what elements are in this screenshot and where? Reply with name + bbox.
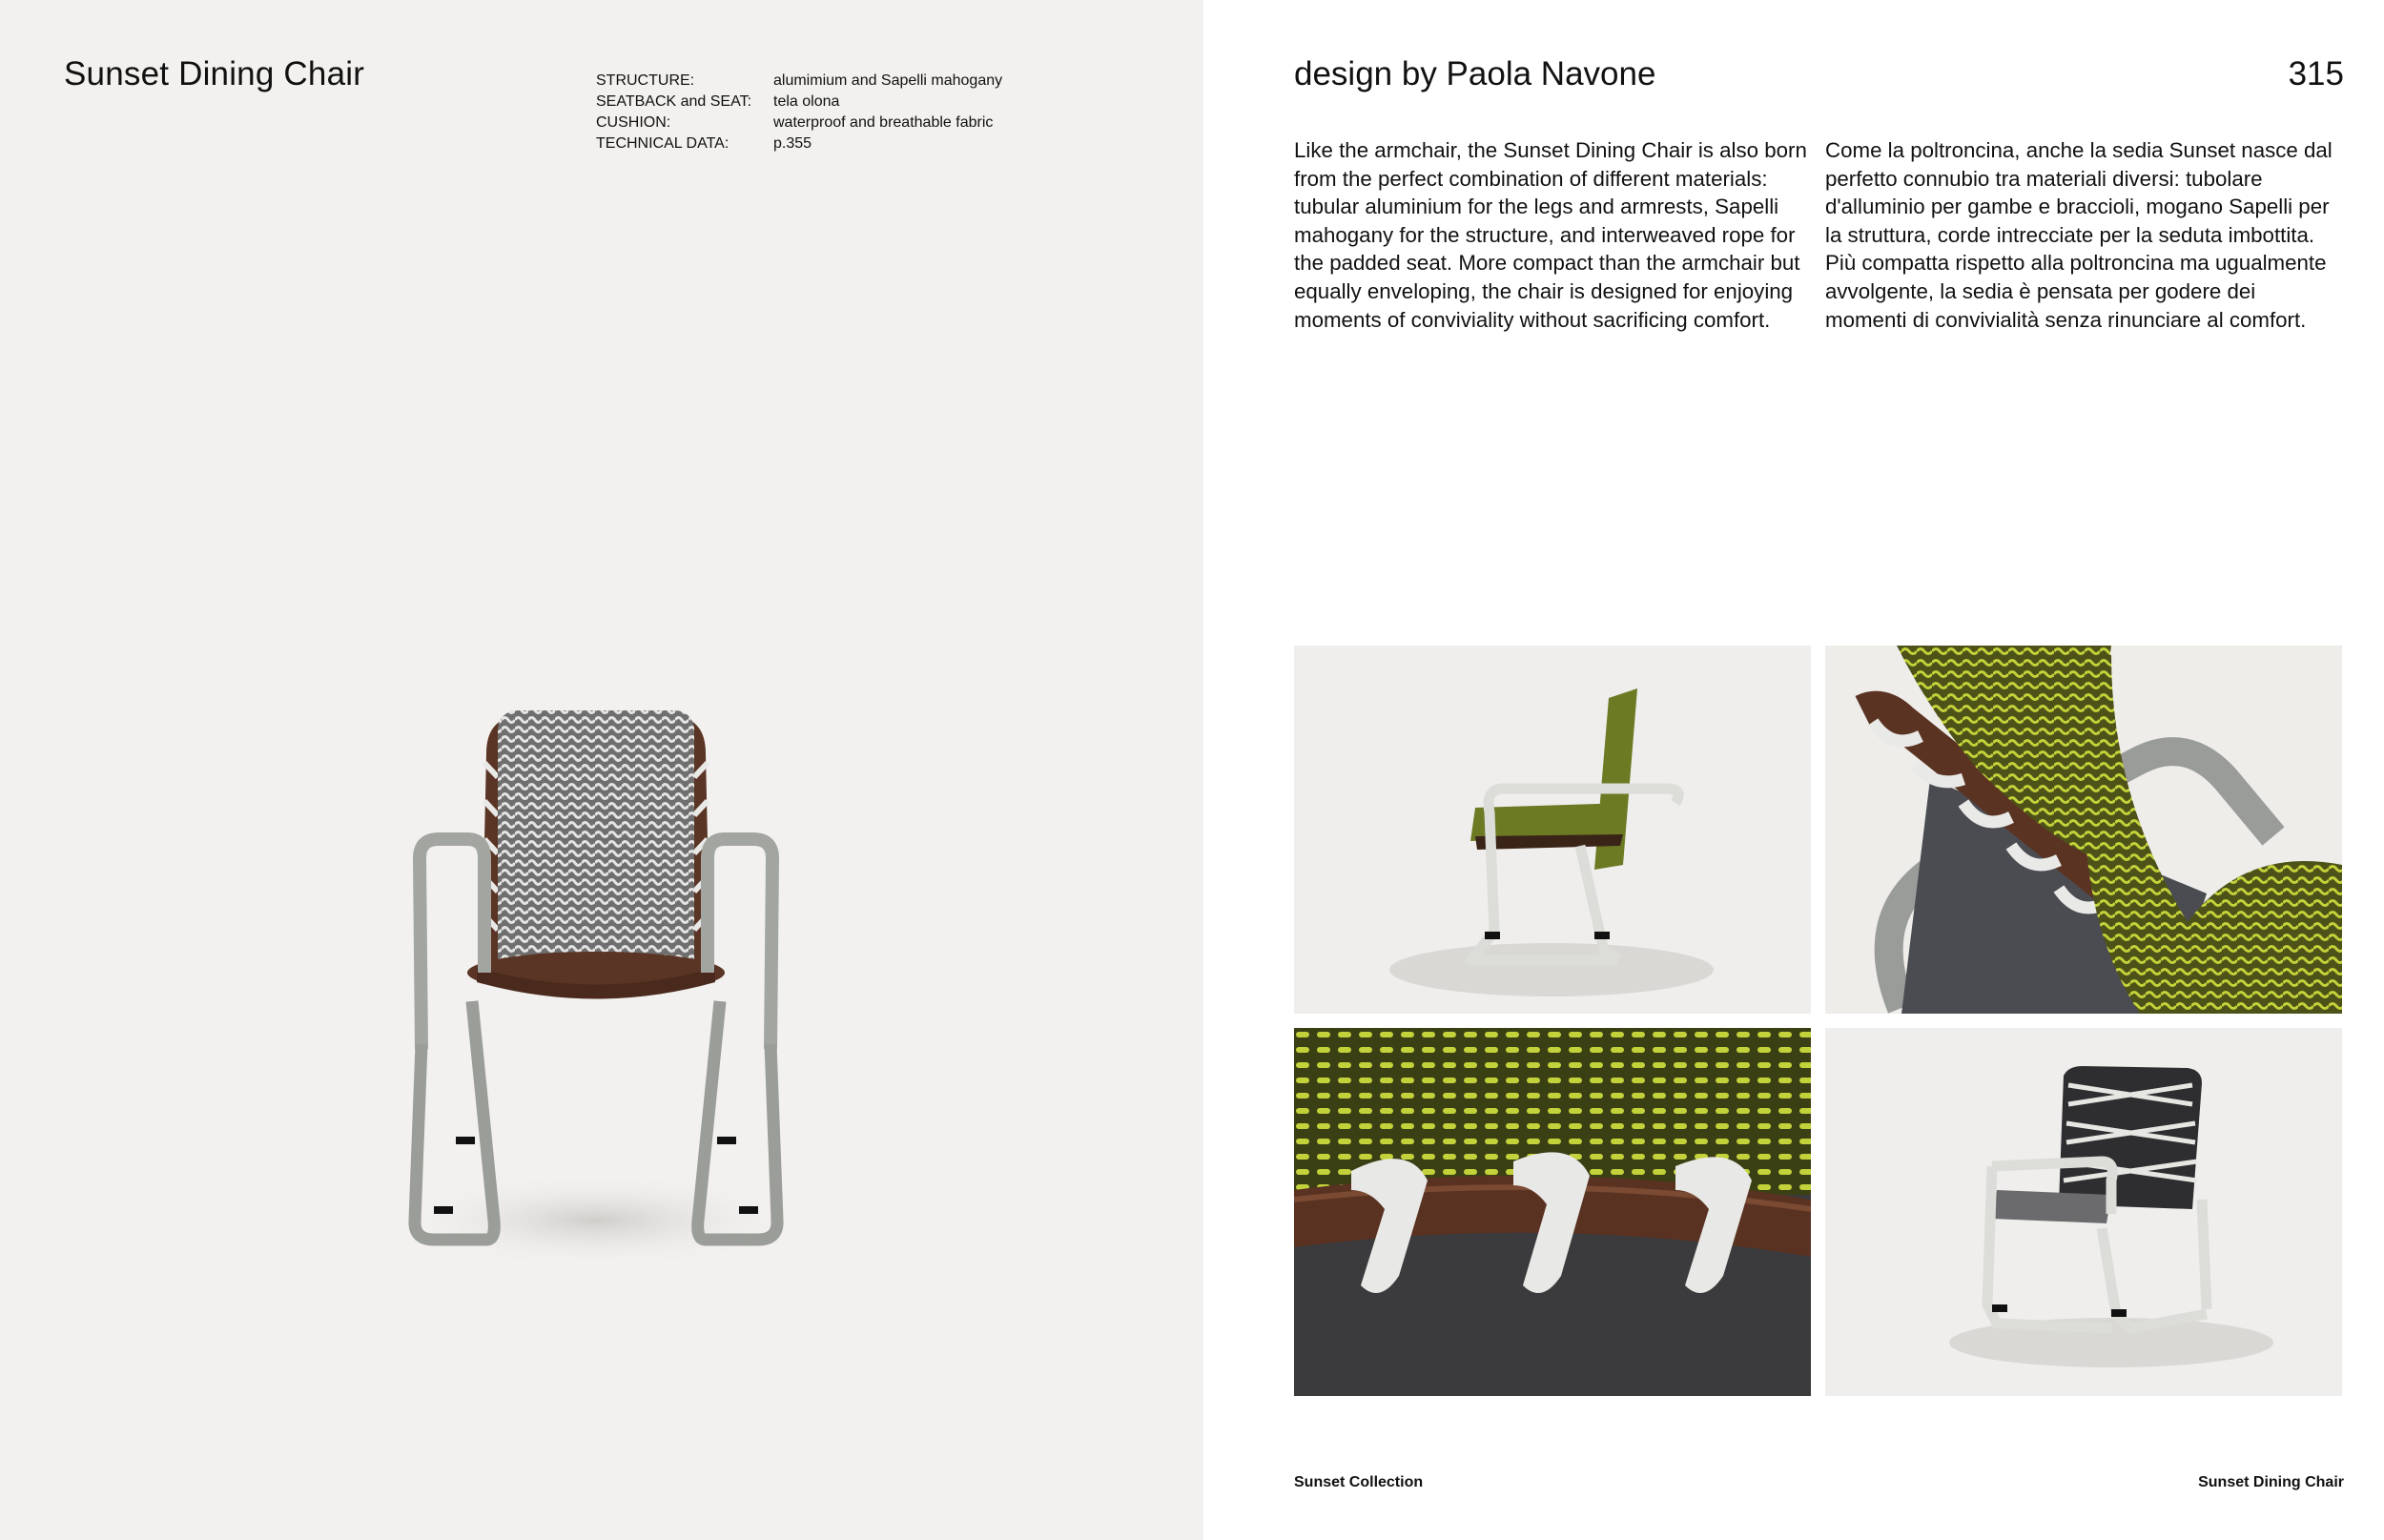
spec-row: [596, 113, 1002, 133]
designer-credit: design by Paola Navone: [1294, 55, 1656, 92]
photo-back-view: [1825, 1028, 2342, 1396]
chair-side-illustration: [1294, 646, 1811, 1014]
spec-value: tela olona: [773, 93, 840, 110]
description-english: Like the armchair, the Sunset Dining Chair is also born from the perfect combination of different materials: tubular aluminium for the legs and armrests, Sapelli mahogany for the structure, and interweaved rope for the padded seat. More compact than the armchair but equally enveloping, the chair is designed for enjoying moments of conviviality without sacrificing comfort.: [1294, 138, 1807, 332]
spec-label: SEATBACK and SEAT:: [596, 93, 752, 110]
spec-row: [596, 133, 1002, 154]
spec-label: STRUCTURE:: [596, 72, 695, 89]
spec-value: alumimium and Sapelli mahogany: [773, 72, 1003, 89]
spec-row: [596, 71, 1002, 92]
chair-back-illustration: [1825, 1028, 2342, 1396]
photo-side-view: [1294, 646, 1811, 1014]
main-chair-image: [381, 687, 820, 1278]
spec-list: [596, 71, 1002, 154]
rope-detail-illustration: [1294, 1028, 1811, 1396]
photo-rope-detail: [1294, 1028, 1811, 1396]
page-number: 315: [2288, 55, 2344, 92]
spec-row: [596, 92, 1002, 113]
description-italian: Come la poltroncina, anche la sedia Sunset nasce dal perfetto connubio tra materiali diversi: tubolare d'alluminio per gambe e braccioli, mogano Sapelli per la struttura, corde intrecciate per la seduta imbottita. Più compatta rispetto alla poltroncina ma ugualmente avvolgente, la sedia è pensata per godere dei momenti di convivialità senza rinunciare al comfort.: [1825, 138, 2333, 332]
spec-label: TECHNICAL DATA:: [596, 135, 730, 152]
chair-front-illustration: [381, 687, 820, 1278]
spec-value: waterproof and breathable fabric: [773, 114, 994, 131]
spec-value: p.355: [773, 135, 812, 152]
footer-collection: Sunset Collection: [1294, 1474, 1424, 1490]
footer-product: Sunset Dining Chair: [2198, 1474, 2344, 1490]
photo-backrest-detail: [1825, 646, 2342, 1014]
product-title: Sunset Dining Chair: [64, 55, 365, 92]
backrest-detail-illustration: [1825, 646, 2342, 1014]
spec-label: CUSHION:: [596, 114, 671, 131]
